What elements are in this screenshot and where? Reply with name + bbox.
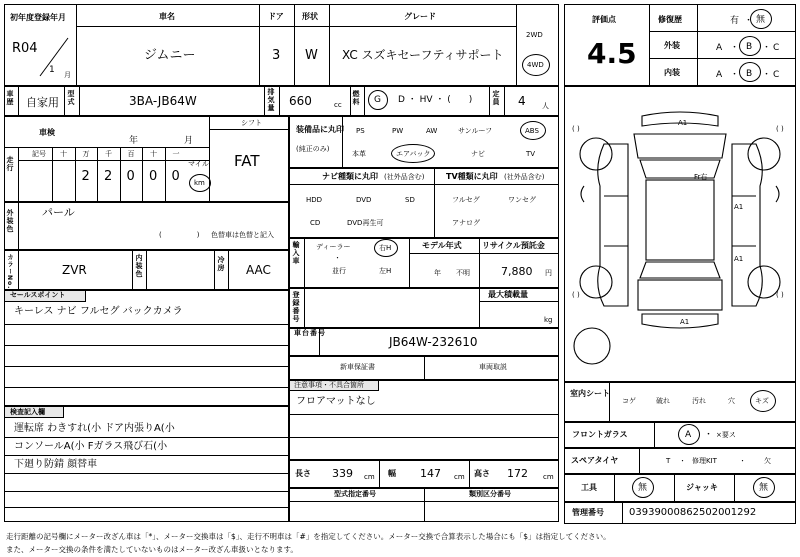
height-unit: cm bbox=[543, 473, 554, 481]
navi-dvd-play: DVD再生可 bbox=[347, 219, 384, 227]
equipment-sub: (純正のみ) bbox=[296, 145, 330, 153]
mgmt-value: 03939000862502001292 bbox=[629, 507, 757, 518]
inspector-line-3: 下廻り防錆 顔替車 bbox=[14, 459, 98, 470]
left-hand: 左H bbox=[379, 267, 392, 275]
width-unit: cm bbox=[454, 473, 465, 481]
tv-sub: (社外品含む) bbox=[504, 173, 545, 181]
mark-hood-right: Fr右 bbox=[694, 173, 708, 181]
navi-dvd: DVD bbox=[356, 196, 372, 204]
import-parallel: 並行 bbox=[332, 267, 346, 275]
inspector-label: 検査記入欄 bbox=[10, 408, 45, 416]
sales-point-value: キーレス ナビ フルセグ バックカメラ bbox=[14, 306, 183, 317]
mileage-unit-label: マイル bbox=[188, 160, 209, 168]
capacity-label: 定員 bbox=[492, 90, 500, 106]
model-year-unit: 年 bbox=[434, 269, 441, 277]
ext-c: C bbox=[773, 43, 780, 53]
equip-pw: PW bbox=[392, 127, 404, 135]
paren-1: ( ) bbox=[572, 125, 580, 133]
chassis-label: 車台番号 bbox=[294, 329, 326, 337]
mark-right-rear: A1 bbox=[734, 255, 744, 263]
color-label: 外装色 bbox=[6, 209, 14, 233]
inspector-line-2: コンソールA(小 Fガラス飛び石(小 bbox=[14, 441, 168, 452]
repair-dot: ・ bbox=[744, 16, 754, 26]
displacement-value: 660 bbox=[289, 94, 312, 108]
width-label: 幅 bbox=[388, 469, 396, 478]
score-value: 4.5 bbox=[587, 37, 637, 70]
navi-label: ナビ種類に丸印 bbox=[322, 172, 378, 181]
first-reg-label: 初年度登録年月 bbox=[10, 13, 66, 22]
mileage-header: 十 bbox=[60, 150, 67, 158]
inspector-line-1: 運転席 わきすれ(小 ドア内張りA(小 bbox=[14, 423, 175, 434]
grade-value: XC スズキセーフティサポート bbox=[342, 48, 504, 62]
seat-hole: 穴 bbox=[728, 397, 735, 405]
repair-yes: 有 bbox=[730, 16, 740, 26]
capacity-value: 4 bbox=[518, 94, 526, 108]
ac-value: AAC bbox=[246, 263, 271, 277]
shape-value: W bbox=[305, 48, 318, 63]
fuel-label: 燃料 bbox=[352, 90, 360, 106]
color-no-label: カラーNo. bbox=[6, 254, 13, 290]
notes-block bbox=[289, 380, 559, 460]
color-note-paren: ( ) bbox=[159, 231, 200, 239]
recycle-value: 7,880 bbox=[501, 265, 533, 278]
max-load-label: 最大積載量 bbox=[488, 290, 528, 299]
mileage-label: 走行 bbox=[6, 156, 14, 172]
equip-sunroof: サンルーフ bbox=[458, 127, 493, 135]
door-label: ドア bbox=[268, 12, 284, 21]
recycle-label: リサイクル預託金 bbox=[482, 241, 545, 250]
repair-label: 修復歴 bbox=[658, 15, 682, 24]
windshield-dot: ・ bbox=[704, 430, 714, 440]
mileage-sym-label: 記号 bbox=[32, 150, 46, 158]
equip-tv: TV bbox=[526, 150, 536, 158]
car-name: ジムニー bbox=[144, 48, 196, 63]
seat-tear: 破れ bbox=[656, 397, 670, 405]
seat-dirt: 汚れ bbox=[692, 397, 706, 405]
equip-ps: PS bbox=[356, 127, 365, 135]
spare-kit: 修理KIT bbox=[692, 457, 717, 465]
equip-abs: ABS bbox=[525, 127, 539, 135]
row-2 bbox=[4, 86, 559, 116]
tools-label: 工具 bbox=[581, 483, 597, 492]
seat-scratch: キズ bbox=[755, 397, 769, 405]
mileage-digit: 0 bbox=[126, 169, 135, 184]
import-dot: ・ bbox=[334, 254, 341, 262]
car-name-label: 車名 bbox=[159, 12, 175, 21]
door-value: 3 bbox=[272, 48, 281, 63]
tv-analog: アナログ bbox=[452, 219, 480, 227]
spare-dot2: ・ bbox=[739, 457, 746, 465]
recycle-unit: 円 bbox=[545, 269, 552, 277]
paren-4: ( ) bbox=[776, 291, 784, 299]
length-unit: cm bbox=[364, 473, 375, 481]
navi-hdd: HDD bbox=[306, 196, 323, 204]
warranty-label: 新車保証書 bbox=[340, 363, 375, 371]
mileage-header: 百 bbox=[127, 150, 135, 158]
chassis-value: JB64W-232610 bbox=[389, 335, 478, 349]
shift-label: シフト bbox=[241, 119, 262, 127]
tv-fullseg: フルセグ bbox=[452, 196, 480, 204]
navi-cd: CD bbox=[310, 219, 321, 227]
usage-label: 車歴 bbox=[6, 90, 14, 106]
int-dot2: ・ bbox=[762, 70, 772, 80]
windshield-label: フロントガラス bbox=[572, 430, 628, 439]
mark-front-bumper: A1 bbox=[678, 119, 688, 127]
model-year-label: モデル年式 bbox=[422, 241, 462, 250]
auction-sheet bbox=[4, 4, 796, 526]
paren-2: ( ) bbox=[776, 125, 784, 133]
equip-aw: AW bbox=[426, 127, 438, 135]
equipment-label: 装備品に丸印 bbox=[296, 125, 344, 134]
displacement-label: 排気量 bbox=[267, 88, 275, 112]
width-value: 147 bbox=[420, 467, 441, 480]
ext-dot2: ・ bbox=[762, 43, 772, 53]
navi-sub: (社外品含む) bbox=[384, 173, 425, 181]
mileage-header: 十 bbox=[150, 150, 157, 158]
type-label: 型式指定番号 bbox=[334, 490, 376, 498]
drive-4wd: 4WD bbox=[527, 61, 544, 69]
footer-line-1: 走行距離の記号欄にメーター改ざん車は「*」、メーター交換車は「$」、走行不明車は「#」を指定してください。メーター交換で合算表示した場合にも「$」は指定してください。 bbox=[6, 532, 611, 541]
int-a: A bbox=[716, 70, 723, 80]
tv-oneseg: ワンセグ bbox=[508, 196, 536, 204]
jack-label: ジャッキ bbox=[686, 483, 718, 492]
jack-value: 無 bbox=[759, 483, 769, 493]
color-value: パール bbox=[42, 206, 75, 219]
int-seat-label: 室内シート bbox=[570, 389, 610, 398]
navi-sd: SD bbox=[405, 196, 415, 204]
ext-b: B bbox=[746, 42, 753, 52]
first-reg-month: 1 bbox=[49, 65, 55, 75]
shift-value: FAT bbox=[234, 152, 260, 170]
int-dot1: ・ bbox=[730, 70, 740, 80]
manual-label: 車両取説 bbox=[479, 363, 507, 371]
mileage-unit: km bbox=[194, 179, 205, 187]
mileage-digit: 0 bbox=[171, 169, 180, 184]
int-b: B bbox=[746, 69, 753, 79]
ext-a: A bbox=[716, 43, 723, 53]
spare-missing: 欠 bbox=[764, 457, 771, 465]
mileage-header: 一 bbox=[172, 150, 180, 158]
month-unit: 月 bbox=[64, 71, 71, 79]
tv-label: TV種類に丸印 bbox=[446, 172, 498, 181]
windshield-a: A bbox=[685, 430, 692, 440]
score-label: 評価点 bbox=[592, 15, 616, 24]
mileage-header: 万 bbox=[82, 150, 90, 158]
interior-color-label: 内装色 bbox=[135, 254, 143, 278]
displacement-unit: cc bbox=[334, 101, 342, 109]
equip-airbag: エアバック bbox=[396, 150, 431, 158]
first-reg-year: R04 bbox=[12, 41, 38, 56]
class-label: 類別区分番号 bbox=[469, 490, 511, 498]
ac-label: 冷房 bbox=[217, 256, 225, 272]
fuel-g: G bbox=[374, 95, 381, 105]
import-dealer: ディーラー bbox=[316, 243, 351, 251]
inspection-label: 車検 bbox=[39, 128, 55, 137]
drive-2wd: 2WD bbox=[526, 31, 543, 39]
import-label: 輸入車 bbox=[292, 241, 300, 265]
int-c: C bbox=[773, 70, 780, 80]
ext-dot1: ・ bbox=[730, 43, 740, 53]
mark-rear-bumper: A1 bbox=[680, 318, 690, 326]
length-value: 339 bbox=[332, 467, 353, 480]
model-year-unknown: 不明 bbox=[456, 269, 470, 277]
registration-label: 登録番号 bbox=[292, 291, 300, 323]
mgmt-label: 管理番号 bbox=[572, 508, 604, 517]
mileage-digit: 0 bbox=[149, 169, 158, 184]
mileage-digit: 2 bbox=[104, 169, 113, 184]
length-label: 長さ bbox=[295, 469, 311, 478]
spare-label: スペアタイヤ bbox=[571, 456, 619, 465]
mileage-header: 千 bbox=[105, 150, 112, 158]
spare-t: T bbox=[666, 457, 671, 465]
paren-3: ( ) bbox=[572, 291, 580, 299]
footer-line-2: また、メーター交換の条件を満たしていないものはメーター改ざん車扱いとなります。 bbox=[6, 545, 298, 554]
grade-label: グレード bbox=[404, 12, 436, 21]
mileage-digit: 2 bbox=[81, 169, 90, 184]
interior-label: 内装 bbox=[664, 68, 680, 77]
color-note: 色替車は色替と記入 bbox=[211, 231, 274, 239]
max-load-unit: kg bbox=[544, 316, 553, 324]
exterior-label: 外装 bbox=[664, 41, 680, 50]
model-label: 型式 bbox=[67, 90, 75, 106]
windshield-need-replace: ×要ス bbox=[716, 431, 736, 439]
car-diagram bbox=[564, 86, 796, 382]
mark-right-side: A1 bbox=[734, 203, 744, 211]
shape-label: 形状 bbox=[302, 12, 318, 21]
model-value: 3BA-JB64W bbox=[129, 94, 197, 108]
seat-burn: コゲ bbox=[622, 397, 636, 405]
capacity-unit: 人 bbox=[542, 102, 549, 110]
spare-dot1: ・ bbox=[679, 457, 686, 465]
color-no-value: ZVR bbox=[62, 263, 87, 277]
fuel-others: D ・ HV ・ ( ) bbox=[398, 95, 473, 105]
usage-value: 自家用 bbox=[26, 96, 59, 109]
inspection-month-unit: 月 bbox=[184, 136, 194, 146]
repair-no: 無 bbox=[756, 15, 766, 25]
height-label: 高さ bbox=[474, 469, 490, 478]
notes-label: 注意事項・不具合箇所 bbox=[294, 381, 364, 389]
tools-value: 無 bbox=[638, 483, 648, 493]
equip-leather: 本革 bbox=[352, 150, 366, 158]
sales-point-label: セールスポイント bbox=[10, 291, 66, 299]
height-value: 172 bbox=[507, 467, 528, 480]
inspection-year-unit: 年 bbox=[129, 136, 139, 146]
notes-value: フロアマットなし bbox=[296, 396, 376, 407]
equip-navi: ナビ bbox=[471, 150, 485, 158]
right-hand: 右H bbox=[379, 244, 392, 252]
